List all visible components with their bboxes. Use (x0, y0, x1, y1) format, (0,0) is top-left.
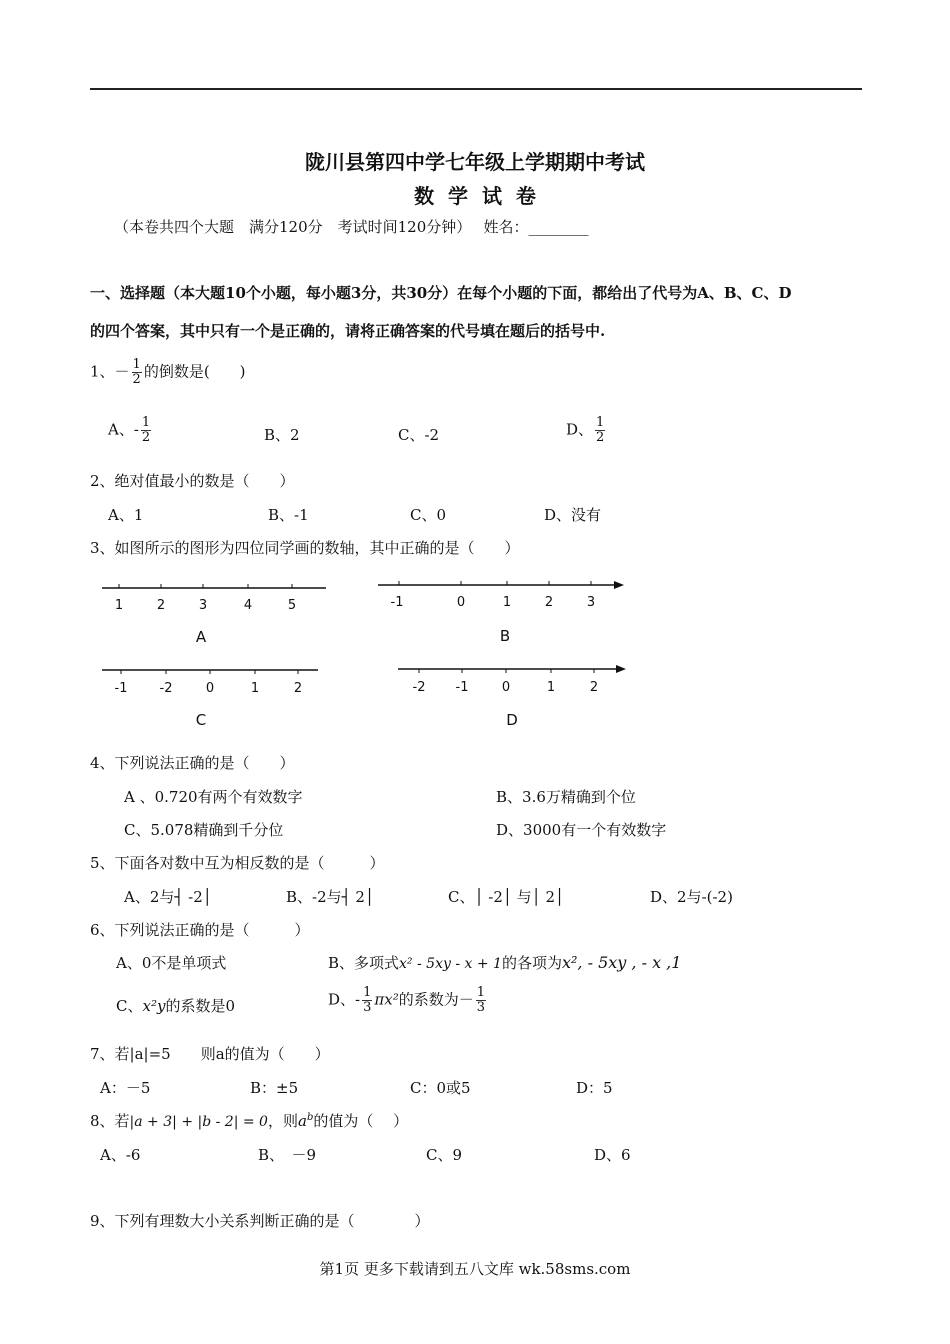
question-9: 9、下列有理数大小关系判断正确的是（ ） (90, 1212, 430, 1230)
page-footer: 第1页 更多下载请到五八文库 wk.58sms.com (319, 1260, 631, 1278)
q1-option-d (566, 416, 607, 445)
q4-option-c: C、5.078精确到千分位 (124, 821, 284, 839)
q2-option-b: B、-1 (268, 506, 309, 524)
q6-option-a: A、0不是单项式 (116, 954, 227, 972)
q6-option-c (116, 995, 235, 1016)
axis-d-tick-label: -1 (455, 680, 469, 695)
axis-a-tick-label: 4 (243, 598, 253, 613)
q1-option-d-num: 1 (596, 415, 605, 430)
q5-option-a: A、2与┤ -2│ (124, 888, 212, 906)
q5-option-b: B、-2与┤ 2│ (286, 888, 375, 906)
q4-option-b: B、3.6万精确到个位 (496, 788, 636, 806)
q7-option-d: D：5 (576, 1079, 613, 1097)
q8-expr: |a + 3| + |b - 2| = 0 (129, 1114, 268, 1130)
q1-option-a-den: 2 (141, 430, 151, 445)
q6-option-d-fraction (362, 986, 372, 1015)
q6-option-c-suffix: 的系数是0 (165, 997, 235, 1015)
q1-option-d-fraction (595, 416, 605, 445)
q8-exponent: b (306, 1112, 314, 1123)
q8-option-c: C、9 (426, 1146, 463, 1164)
q1-fraction (132, 358, 142, 387)
question-5: 5、下面各对数中互为相反数的是（ ） (90, 854, 385, 872)
axis-a-tick-label: 5 (287, 598, 297, 613)
q8-option-a: A、-6 (100, 1146, 141, 1164)
q2-option-a: A、1 (108, 506, 144, 524)
axis-c-tick-label: -1 (114, 681, 128, 696)
question-1 (90, 358, 246, 387)
axis-a-tick-label: 1 (114, 598, 124, 613)
q8-option-b: B、 －9 (258, 1146, 317, 1164)
q8-suffix: 的值为（ ） (313, 1112, 409, 1130)
axis-b-label: B (499, 627, 511, 645)
q6-option-d-den2: 3 (476, 1000, 486, 1015)
q5-option-d: D、2与-(-2) (650, 888, 733, 906)
q4-option-a: A 、0.720有两个有效数字 (124, 788, 303, 806)
q8-mid: ，则 (267, 1112, 298, 1130)
q6-option-c-prefix: C、 (116, 997, 143, 1015)
question-2: 2、绝对值最小的数是（ ） (90, 472, 295, 490)
axis-b-tick-label: 1 (502, 595, 512, 610)
q5-option-c: C、│ -2│ 与│ 2│ (448, 888, 565, 906)
q1-option-a-fraction (141, 416, 151, 445)
axis-c-tick-label: 2 (293, 681, 303, 696)
q1-option-a (108, 416, 153, 445)
q6-option-b (328, 952, 681, 973)
axis-c (102, 670, 318, 729)
axis-a-label: A (195, 628, 207, 646)
question-8 (90, 1110, 408, 1131)
axis-b-tick-label: -1 (390, 595, 404, 610)
q1-option-c: C、-2 (398, 426, 440, 444)
q7-option-a: A：－5 (100, 1079, 151, 1097)
q1-suffix: 的倒数是( ) (143, 362, 246, 381)
q8-prefix: 8、若 (90, 1112, 130, 1130)
axis-a-tick-label: 3 (198, 598, 208, 613)
q1-option-d-prefix: D、 (566, 420, 594, 439)
axis-c-tick-label: 0 (205, 681, 215, 696)
q1-option-a-prefix: A、- (108, 420, 139, 439)
q1-option-b: B、2 (264, 426, 300, 444)
q6-option-d-num2: 1 (476, 985, 486, 1000)
axis-d-label: D (506, 711, 518, 729)
axis-b (378, 581, 624, 645)
q1-frac-den: 2 (132, 372, 141, 387)
axis-b-arrow (614, 581, 624, 589)
axis-c-tick-label: 1 (250, 681, 260, 696)
axis-d-arrow (616, 665, 626, 673)
q8-option-d: D、6 (594, 1146, 631, 1164)
axis-d-tick-label: -2 (412, 680, 426, 695)
q6-option-b-expr: x² - 5xy - x + 1 (399, 956, 502, 972)
q4-option-d: D、3000有一个有效数字 (496, 821, 667, 839)
q2-option-c: C、0 (410, 506, 447, 524)
q8-base: a (297, 1112, 307, 1130)
question-4: 4、下列说法正确的是（ ） (90, 754, 295, 772)
q2-option-d: D、没有 (544, 506, 602, 524)
q6-option-c-expr: x²y (142, 997, 166, 1015)
section1-line1: 一、选择题（本大题10个小题，每小题3分，共30分）在每个小题的下面，都给出了代号为A、B、C、D (90, 284, 792, 302)
axis-c-label: C (195, 711, 207, 729)
number-axes-figure (0, 570, 950, 735)
q6-option-b-terms: x², - 5xy , - x ,1 (561, 953, 682, 972)
axis-c-tick-label: -2 (159, 681, 173, 696)
exam-title: 陇川县第四中学七年级上学期期中考试 (305, 150, 645, 174)
section1-line2: 的四个答案，其中只有一个是正确的，请将正确答案的代号填在题后的括号中. (90, 322, 606, 340)
q6-option-d-den: 3 (363, 1000, 372, 1015)
q6-option-d (328, 986, 488, 1015)
q1-frac-num: 1 (132, 357, 141, 372)
header-rule (90, 88, 862, 90)
q6-option-d-mid: 的系数为－ (398, 990, 474, 1009)
q7-option-c: C：0或5 (410, 1079, 471, 1097)
axis-a (102, 584, 326, 646)
q6-option-d-prefix: D、- (328, 990, 361, 1009)
question-3: 3、如图所示的图形为四位同学画的数轴，其中正确的是（ ） (90, 539, 520, 557)
q1-prefix: 1、－ (90, 362, 130, 381)
axis-d-tick-label: 2 (589, 680, 599, 695)
q6-option-b-mid: 的各项为 (501, 954, 562, 972)
axis-d-tick-label: 0 (501, 680, 511, 695)
exam-note: （本卷共四个大题 满分120分 考试时间120分钟） 姓名：________ (114, 218, 589, 236)
axis-d (398, 665, 626, 729)
q6-option-b-prefix: B、多项式 (328, 954, 400, 972)
exam-subtitle: 数 学 试 卷 (414, 184, 536, 208)
question-6: 6、下列说法正确的是（ ） (90, 921, 310, 939)
q1-option-a-num: 1 (141, 415, 151, 430)
axis-b-tick-label: 2 (544, 595, 554, 610)
axis-d-tick-label: 1 (546, 680, 556, 695)
axis-b-tick-label: 0 (456, 595, 466, 610)
q6-option-d-expr: πx² (374, 990, 399, 1009)
question-7: 7、若|a|=5 则a的值为（ ） (90, 1045, 330, 1063)
q6-option-d-fraction-2 (476, 986, 486, 1015)
q6-option-d-num: 1 (363, 985, 372, 1000)
axis-b-tick-label: 3 (586, 595, 596, 610)
q7-option-b: B：±5 (250, 1079, 299, 1097)
axis-a-tick-label: 2 (156, 598, 166, 613)
q1-option-d-den: 2 (596, 430, 605, 445)
